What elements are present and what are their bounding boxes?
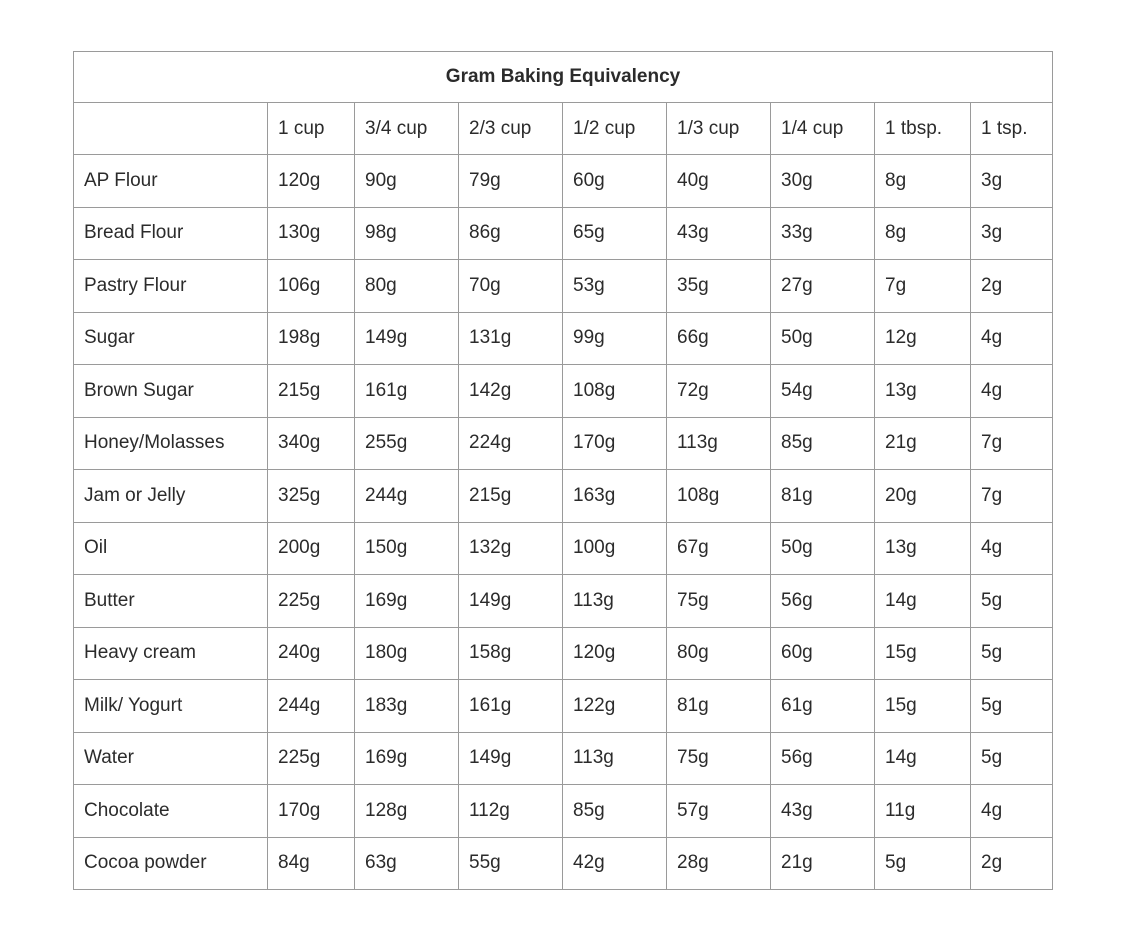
gram-value-cell: 70g <box>459 260 563 313</box>
gram-value-cell: 53g <box>563 260 667 313</box>
table-row <box>74 470 1053 523</box>
table-row <box>74 837 1053 890</box>
table-row <box>74 417 1053 470</box>
gram-value-cell: 169g <box>355 575 459 628</box>
gram-value-cell: 43g <box>667 207 771 260</box>
gram-value-cell: 128g <box>355 785 459 838</box>
gram-value-cell: 198g <box>268 312 355 365</box>
gram-value-cell: 85g <box>771 417 875 470</box>
gram-value-cell: 150g <box>355 522 459 575</box>
gram-value-cell: 12g <box>875 312 971 365</box>
gram-value-cell: 158g <box>459 627 563 680</box>
ingredient-name: Heavy cream <box>74 627 268 680</box>
gram-value-cell: 61g <box>771 680 875 733</box>
gram-value-cell: 81g <box>667 680 771 733</box>
gram-value-cell: 2g <box>971 837 1053 890</box>
gram-value-cell: 85g <box>563 785 667 838</box>
gram-value-cell: 169g <box>355 732 459 785</box>
gram-value-cell: 131g <box>459 312 563 365</box>
gram-value-cell: 3g <box>971 207 1053 260</box>
gram-value-cell: 122g <box>563 680 667 733</box>
gram-value-cell: 4g <box>971 522 1053 575</box>
ingredient-name: Honey/Molasses <box>74 417 268 470</box>
gram-value-cell: 149g <box>459 732 563 785</box>
gram-value-cell: 8g <box>875 155 971 208</box>
gram-value-cell: 163g <box>563 470 667 523</box>
table-row <box>74 627 1053 680</box>
gram-value-cell: 67g <box>667 522 771 575</box>
gram-value-cell: 86g <box>459 207 563 260</box>
gram-value-cell: 149g <box>459 575 563 628</box>
gram-value-cell: 161g <box>355 365 459 418</box>
table-row <box>74 522 1053 575</box>
column-header: 3/4 cup <box>355 103 459 155</box>
gram-value-cell: 8g <box>875 207 971 260</box>
ingredient-name: AP Flour <box>74 155 268 208</box>
gram-value-cell: 244g <box>268 680 355 733</box>
ingredient-name: Sugar <box>74 312 268 365</box>
gram-value-cell: 132g <box>459 522 563 575</box>
table-row <box>74 260 1053 313</box>
ingredient-name: Brown Sugar <box>74 365 268 418</box>
gram-value-cell: 7g <box>971 417 1053 470</box>
gram-value-cell: 7g <box>971 470 1053 523</box>
gram-value-cell: 120g <box>268 155 355 208</box>
column-header: 1 tsp. <box>971 103 1053 155</box>
gram-value-cell: 4g <box>971 785 1053 838</box>
gram-value-cell: 224g <box>459 417 563 470</box>
gram-value-cell: 21g <box>875 417 971 470</box>
gram-value-cell: 170g <box>268 785 355 838</box>
gram-value-cell: 15g <box>875 627 971 680</box>
gram-value-cell: 63g <box>355 837 459 890</box>
gram-value-cell: 79g <box>459 155 563 208</box>
gram-value-cell: 130g <box>268 207 355 260</box>
gram-value-cell: 33g <box>771 207 875 260</box>
gram-value-cell: 180g <box>355 627 459 680</box>
gram-value-cell: 54g <box>771 365 875 418</box>
gram-value-cell: 20g <box>875 470 971 523</box>
gram-value-cell: 113g <box>563 575 667 628</box>
gram-value-cell: 50g <box>771 522 875 575</box>
gram-value-cell: 81g <box>771 470 875 523</box>
column-header: 1 tbsp. <box>875 103 971 155</box>
gram-value-cell: 100g <box>563 522 667 575</box>
ingredient-name: Oil <box>74 522 268 575</box>
gram-value-cell: 149g <box>355 312 459 365</box>
gram-value-cell: 225g <box>268 575 355 628</box>
gram-value-cell: 84g <box>268 837 355 890</box>
gram-value-cell: 200g <box>268 522 355 575</box>
gram-value-cell: 75g <box>667 732 771 785</box>
ingredient-name: Butter <box>74 575 268 628</box>
table-row <box>74 680 1053 733</box>
table-title: Gram Baking Equivalency <box>74 52 1053 103</box>
gram-value-cell: 183g <box>355 680 459 733</box>
gram-value-cell: 42g <box>563 837 667 890</box>
column-header: 1/3 cup <box>667 103 771 155</box>
gram-value-cell: 72g <box>667 365 771 418</box>
gram-value-cell: 98g <box>355 207 459 260</box>
gram-value-cell: 215g <box>268 365 355 418</box>
gram-value-cell: 80g <box>355 260 459 313</box>
gram-value-cell: 255g <box>355 417 459 470</box>
table-row <box>74 732 1053 785</box>
gram-value-cell: 4g <box>971 365 1053 418</box>
gram-value-cell: 170g <box>563 417 667 470</box>
gram-value-cell: 35g <box>667 260 771 313</box>
gram-value-cell: 13g <box>875 365 971 418</box>
gram-value-cell: 40g <box>667 155 771 208</box>
gram-value-cell: 108g <box>563 365 667 418</box>
gram-value-cell: 75g <box>667 575 771 628</box>
table-row <box>74 312 1053 365</box>
gram-value-cell: 113g <box>667 417 771 470</box>
gram-value-cell: 106g <box>268 260 355 313</box>
column-header: 2/3 cup <box>459 103 563 155</box>
gram-value-cell: 15g <box>875 680 971 733</box>
gram-value-cell: 99g <box>563 312 667 365</box>
gram-value-cell: 5g <box>875 837 971 890</box>
gram-value-cell: 5g <box>971 627 1053 680</box>
gram-value-cell: 50g <box>771 312 875 365</box>
gram-value-cell: 240g <box>268 627 355 680</box>
gram-value-cell: 14g <box>875 575 971 628</box>
gram-value-cell: 142g <box>459 365 563 418</box>
gram-value-cell: 2g <box>971 260 1053 313</box>
table-row <box>74 365 1053 418</box>
gram-value-cell: 13g <box>875 522 971 575</box>
gram-value-cell: 28g <box>667 837 771 890</box>
gram-value-cell: 60g <box>563 155 667 208</box>
ingredient-name: Bread Flour <box>74 207 268 260</box>
gram-value-cell: 215g <box>459 470 563 523</box>
gram-value-cell: 43g <box>771 785 875 838</box>
gram-value-cell: 66g <box>667 312 771 365</box>
gram-value-cell: 55g <box>459 837 563 890</box>
gram-value-cell: 57g <box>667 785 771 838</box>
gram-value-cell: 161g <box>459 680 563 733</box>
gram-value-cell: 21g <box>771 837 875 890</box>
gram-value-cell: 112g <box>459 785 563 838</box>
header-corner-cell <box>74 103 268 155</box>
column-header: 1/2 cup <box>563 103 667 155</box>
ingredient-name: Pastry Flour <box>74 260 268 313</box>
gram-value-cell: 11g <box>875 785 971 838</box>
table-body <box>74 52 1053 890</box>
column-header: 1 cup <box>268 103 355 155</box>
gram-value-cell: 14g <box>875 732 971 785</box>
gram-value-cell: 27g <box>771 260 875 313</box>
gram-value-cell: 3g <box>971 155 1053 208</box>
table-row <box>74 785 1053 838</box>
ingredient-name: Chocolate <box>74 785 268 838</box>
gram-value-cell: 4g <box>971 312 1053 365</box>
gram-value-cell: 108g <box>667 470 771 523</box>
table-row <box>74 207 1053 260</box>
title-row <box>74 52 1053 103</box>
ingredient-name: Cocoa powder <box>74 837 268 890</box>
gram-value-cell: 56g <box>771 575 875 628</box>
ingredient-name: Jam or Jelly <box>74 470 268 523</box>
gram-value-cell: 340g <box>268 417 355 470</box>
gram-value-cell: 80g <box>667 627 771 680</box>
gram-value-cell: 5g <box>971 732 1053 785</box>
gram-value-cell: 120g <box>563 627 667 680</box>
column-header: 1/4 cup <box>771 103 875 155</box>
gram-value-cell: 113g <box>563 732 667 785</box>
gram-value-cell: 225g <box>268 732 355 785</box>
gram-value-cell: 325g <box>268 470 355 523</box>
gram-value-cell: 7g <box>875 260 971 313</box>
gram-value-cell: 244g <box>355 470 459 523</box>
equivalency-table <box>73 51 1053 890</box>
gram-value-cell: 90g <box>355 155 459 208</box>
ingredient-name: Water <box>74 732 268 785</box>
gram-value-cell: 60g <box>771 627 875 680</box>
gram-value-cell: 5g <box>971 575 1053 628</box>
gram-value-cell: 65g <box>563 207 667 260</box>
table-row <box>74 575 1053 628</box>
ingredient-name: Milk/ Yogurt <box>74 680 268 733</box>
gram-value-cell: 5g <box>971 680 1053 733</box>
gram-value-cell: 56g <box>771 732 875 785</box>
table-row <box>74 155 1053 208</box>
gram-value-cell: 30g <box>771 155 875 208</box>
header-row <box>74 103 1053 155</box>
